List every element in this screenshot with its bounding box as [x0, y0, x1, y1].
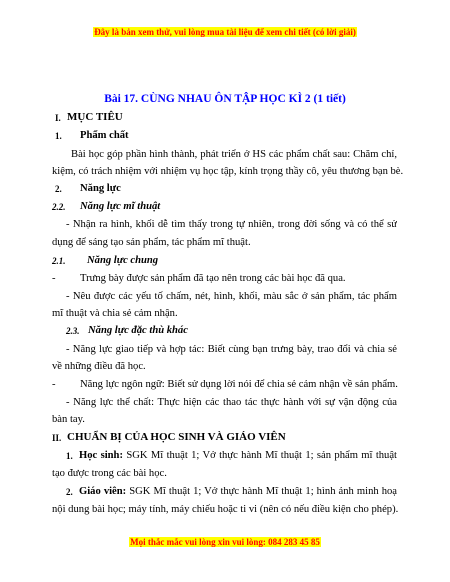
section-2-1-number: 2.1. — [52, 256, 66, 266]
preview-notice-text: Đây là bản xem thử, vui lòng mua tài liệu để xem chi tiết (có lời giải) — [94, 27, 356, 37]
lesson-title: Bài 17. CÙNG NHAU ÔN TẬP HỌC KÌ 2 (1 tiết) — [104, 93, 346, 105]
student-prep-label: Học sinh: — [79, 450, 123, 461]
student-prep-text: SGK Mĩ thuật 1; Vở thực hành Mĩ thuật 1; sản phẩm mĩ thuật — [126, 450, 397, 461]
section-II-number: II. — [52, 433, 62, 443]
art-competence-line-1: - Nhận ra hình, khối dễ tìm thấy trong tự nhiên, trong đời sống và có thể sử — [66, 219, 397, 230]
teacher-prep-line-2: nội dung bài học; máy tính, máy chiếu hoặc ti vi (nên có nếu điều kiện cho phép). — [52, 504, 399, 515]
teacher-prep-label: Giáo viên: — [79, 486, 127, 497]
quality-text-line-2: kiệm, có trách nhiệm với nhiệm vụ học tập, kính trọng thầy cô, yêu thương bạn bè. — [52, 166, 404, 177]
teacher-prep-number: 2. — [66, 487, 73, 497]
contact-banner — [0, 537, 450, 547]
other-item-1-line-1: - Năng lực giao tiếp và hợp tác: Biết cùng bạn trưng bày, trao đổi và chia sẻ — [66, 344, 397, 355]
general-item-1: Trưng bày được sản phẩm đã tạo nên trong các bài học đã qua. — [80, 273, 346, 284]
other-item-3-line-2: bàn tay. — [52, 414, 85, 425]
general-item-2-line-1: - Nêu được các yếu tố chấm, nét, hình, khối, màu sắc ở sản phẩm, tác phẩm — [66, 291, 397, 302]
general-item-2-line-2: mĩ thuật và chia sẻ cảm nhận. — [52, 308, 178, 319]
other-item-2-dash: - — [52, 379, 56, 390]
section-1-number: 1. — [55, 131, 62, 141]
section-2-heading: Năng lực — [80, 183, 121, 194]
other-item-2: Năng lực ngôn ngữ: Biết sử dụng lời nói để chia sẻ cảm nhận về sản phẩm. — [80, 379, 398, 390]
section-2-3-heading: Năng lực đặc thù khác — [88, 325, 188, 336]
section-2-3-number: 2.3. — [66, 326, 80, 336]
section-II-heading: CHUẨN BỊ CỦA HỌC SINH VÀ GIÁO VIÊN — [67, 431, 286, 443]
other-item-3-line-1: - Năng lực thể chất: Thực hiện các thao tác thực hành với sự vận động của — [66, 397, 397, 408]
section-2-2-heading: Năng lực mĩ thuật — [80, 201, 161, 212]
section-2-number: 2. — [55, 184, 62, 194]
student-prep-number: 1. — [66, 451, 73, 461]
teacher-prep-line-1 — [79, 485, 397, 498]
section-1-heading: Phẩm chất — [80, 130, 129, 141]
preview-notice-banner — [0, 27, 450, 37]
section-2-2-number: 2.2. — [52, 202, 66, 212]
section-I-heading: MỤC TIÊU — [67, 111, 123, 123]
student-prep-line-1 — [79, 449, 397, 462]
art-competence-line-2: dụng để sáng tạo sản phẩm, tác phẩm mĩ thuật. — [52, 237, 251, 248]
section-I-number: I. — [55, 113, 61, 123]
contact-text: Mọi thắc mắc vui lòng xin vui lòng: 084 283 45 85 — [130, 537, 320, 547]
section-2-1-heading: Năng lực chung — [87, 255, 159, 266]
quality-text-line-1: Bài học góp phần hình thành, phát triển ở HS các phẩm chất sau: Chăm chỉ, — [71, 149, 397, 160]
general-item-1-dash: - — [52, 273, 56, 284]
student-prep-line-2: tạo được trong các bài học. — [52, 468, 167, 479]
teacher-prep-text: SGK Mĩ thuật 1; Vở thực hành Mĩ thuật 1; hình ảnh minh hoạ — [126, 486, 397, 497]
other-item-1-line-2: về những điều đã học. — [52, 361, 146, 372]
